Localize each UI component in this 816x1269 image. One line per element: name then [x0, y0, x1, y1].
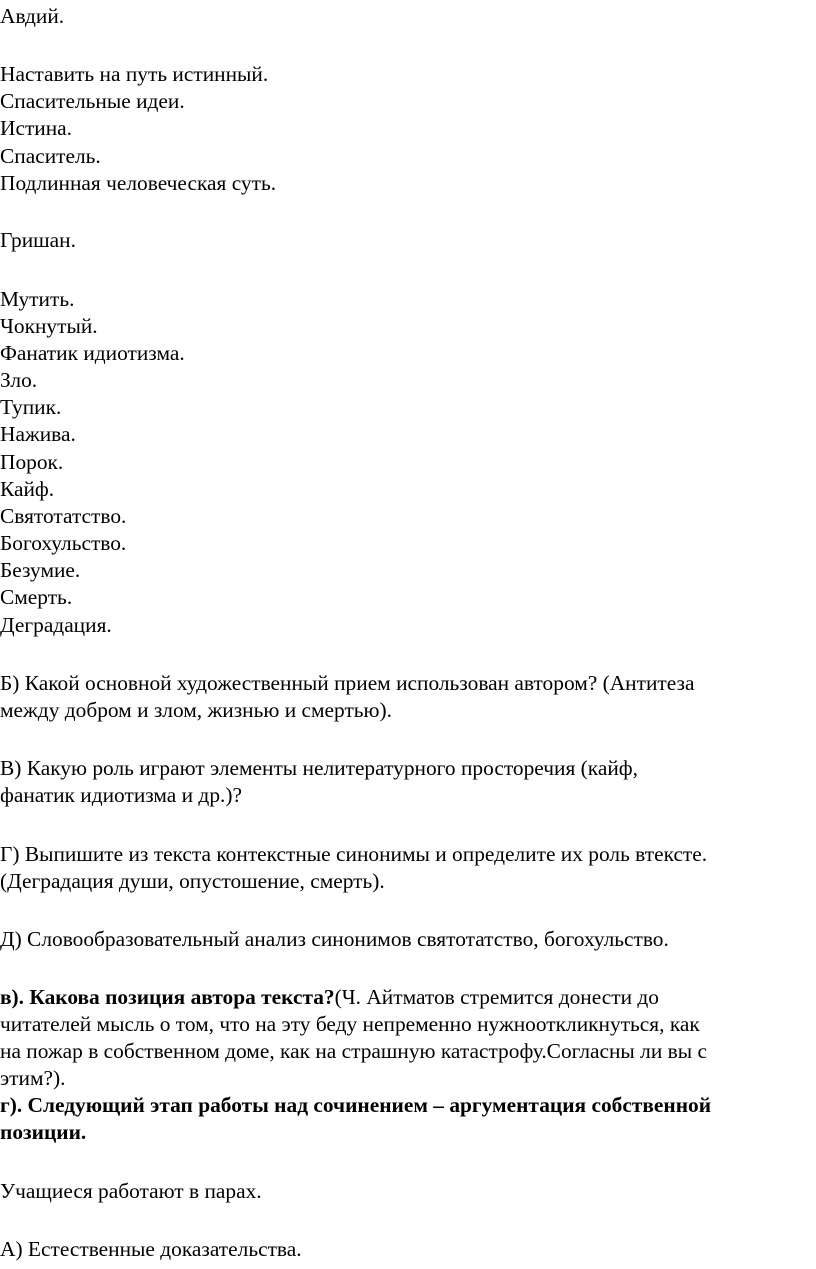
question-b-line: между добром и злом, жизнью и смертью).: [0, 698, 392, 722]
pairs-work-line: Учащиеся работают в парах.: [0, 1179, 262, 1203]
grishan-word: Порок.: [0, 450, 64, 474]
grishan-word: Мутить.: [0, 287, 75, 311]
author-position-line: [0, 987, 659, 1008]
grishan-word: Безумие.: [0, 558, 81, 582]
question-v-line: фанатик идиотизма и др.)?: [0, 783, 242, 807]
grishan-heading: Гришан.: [0, 228, 76, 252]
natural-evidence-heading: А) Естественные доказательства.: [0, 1237, 302, 1261]
grishan-word: Кайф.: [0, 477, 55, 501]
next-stage-heading: г). Следующий этап работы над сочинением – аргументация собственной: [0, 1093, 712, 1117]
grishan-word: Смерть.: [0, 585, 73, 609]
grishan-word: Богохульство.: [0, 531, 127, 555]
grishan-word: Чокнутый.: [0, 314, 98, 338]
grishan-word: Тупик.: [0, 395, 62, 419]
grishan-word: Деградация.: [0, 613, 112, 637]
grishan-word: Зло.: [0, 368, 38, 392]
author-position-line: на пожар в собственном доме, как на страшную катастрофу.Согласны ли вы с: [0, 1039, 707, 1063]
author-position-question: в). Какова позиция автора текста?: [0, 985, 335, 1009]
avdiy-word: Спаситель.: [0, 144, 101, 168]
question-d: Д) Словообразовательный анализ синонимов святотатство, богохульство.: [0, 927, 669, 951]
author-position-line: читателей мысль о том, что на эту беду непременно нужнооткликнуться, как: [0, 1012, 700, 1036]
author-position-line: этим?).: [0, 1066, 66, 1090]
grishan-word: Святотатство.: [0, 504, 127, 528]
avdiy-word: Наставить на путь истинный.: [0, 62, 269, 86]
grishan-word: Фанатик идиотизма.: [0, 341, 185, 365]
author-position-answer: (Ч. Айтматов стремится донести до: [334, 985, 659, 1009]
avdiy-heading: Авдий.: [0, 4, 65, 28]
next-stage-heading: позиции.: [0, 1120, 87, 1144]
avdiy-word: Подлинная человеческая суть.: [0, 171, 277, 195]
question-b-line: Б) Какой основной художественный прием использован автором? (Антитеза: [0, 671, 695, 695]
question-g-line: Г) Выпишите из текста контекстные синонимы и определите их роль втексте.: [0, 842, 708, 866]
grishan-word: Нажива.: [0, 422, 76, 446]
question-v-line: В) Какую роль играют элементы нелитературного просторечия (кайф,: [0, 756, 638, 780]
question-g-line: (Деградация души, опустошение, смерть).: [0, 869, 385, 893]
avdiy-word: Истина.: [0, 116, 73, 140]
avdiy-word: Спасительные идеи.: [0, 89, 185, 113]
